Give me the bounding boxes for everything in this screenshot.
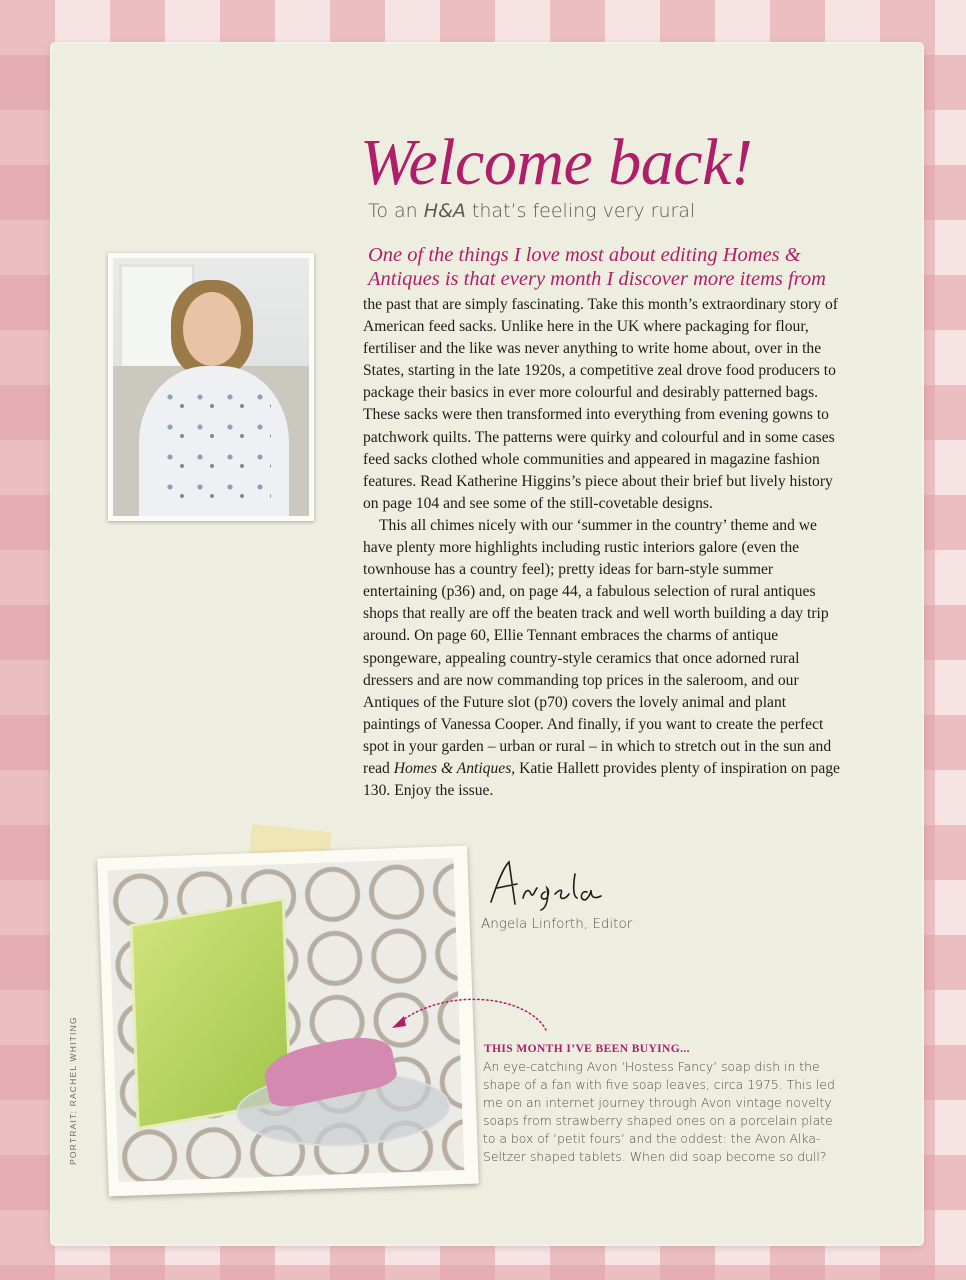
portrait-face [183,292,241,366]
magazine-title-italic: Homes & Antiques [393,759,512,777]
body-paragraph-2 [363,515,843,802]
portrait-blouse-pattern [161,388,271,508]
editor-name: Angela Linforth, Editor [481,916,633,932]
article-body [363,294,843,802]
body-paragraph-2-part1: This all chimes nicely with our ‘summer in the country’ theme and we have plenty more highlights including rustic interiors galore (even the townhouse has a country feel); pretty ideas for barn-style summer entertaining (p36) and, on page 44, a fabulous selection of rural antiques shops that really are off the beaten track and well worth building a day trip around. On page 60, Ellie Tennant embraces the charms of antique spongeware, appealing country-style ceramics that once adorned rural dressers and are now commanding top prices in the saleroom, and our Antiques of the Future slot (p70) covers the lovely animal and plant paintings of Vanessa Cooper. And finally, if you want to create the perfect spot in your garden – urban or rural – in which to stretch out in the sun and read [363,516,832,777]
dotted-arrow-icon [388,986,558,1036]
page-title: Welcome back! [360,126,753,199]
photo-credit: PORTRAIT: RACHEL WHITING [68,1016,78,1165]
subtitle [368,200,695,222]
editor-signature [483,854,613,914]
buying-description: An eye-catching Avon ‘Hostess Fancy’ soap dish in the shape of a fan with five soap leaves, circa 1975. This led me on an internet journey through Avon vintage novelty soaps from strawberry shaped ones on a porcelain plate to a box of ‘petit fours’ and the oddest: the Avon Alka-Seltzer shaped tablets. When did soap become so dull? [483,1059,835,1164]
subtitle-magazine-name: H&A [423,200,466,222]
body-paragraph-1: the past that are simply fascinating. Take this month’s extraordinary story of American feed sacks. Unlike here in the UK where packaging for flour, fertiliser and the like was never anything to write home about, over in the States, starting in the late 1920s, a competitive zeal drove food producers to package their basics in ever more colourful and desirably patterned bags. These sacks were then transformed into everything from evening gowns to patchwork quilts. The patterns were quirky and colourful and in some cases feed sacks clothed whole communities and appeared in magazine fashion features. Read Katherine Higgins’s piece about their brief but lively history on page 104 and see some of the still-covetable designs. [363,296,838,512]
subtitle-suffix: that’s feeling very rural [465,200,696,222]
subtitle-prefix: To an [368,200,424,222]
editor-portrait [108,253,314,521]
lead-paragraph: One of the things I love most about editing Homes & Antiques is that every month I discover more items from [368,244,826,290]
buying-heading: THIS MONTH I’VE BEEN BUYING... [484,1043,690,1055]
body-paragraph-2-part2: , Katie Hallett provides plenty of inspiration on page 130. Enjoy the issue. [363,759,840,800]
